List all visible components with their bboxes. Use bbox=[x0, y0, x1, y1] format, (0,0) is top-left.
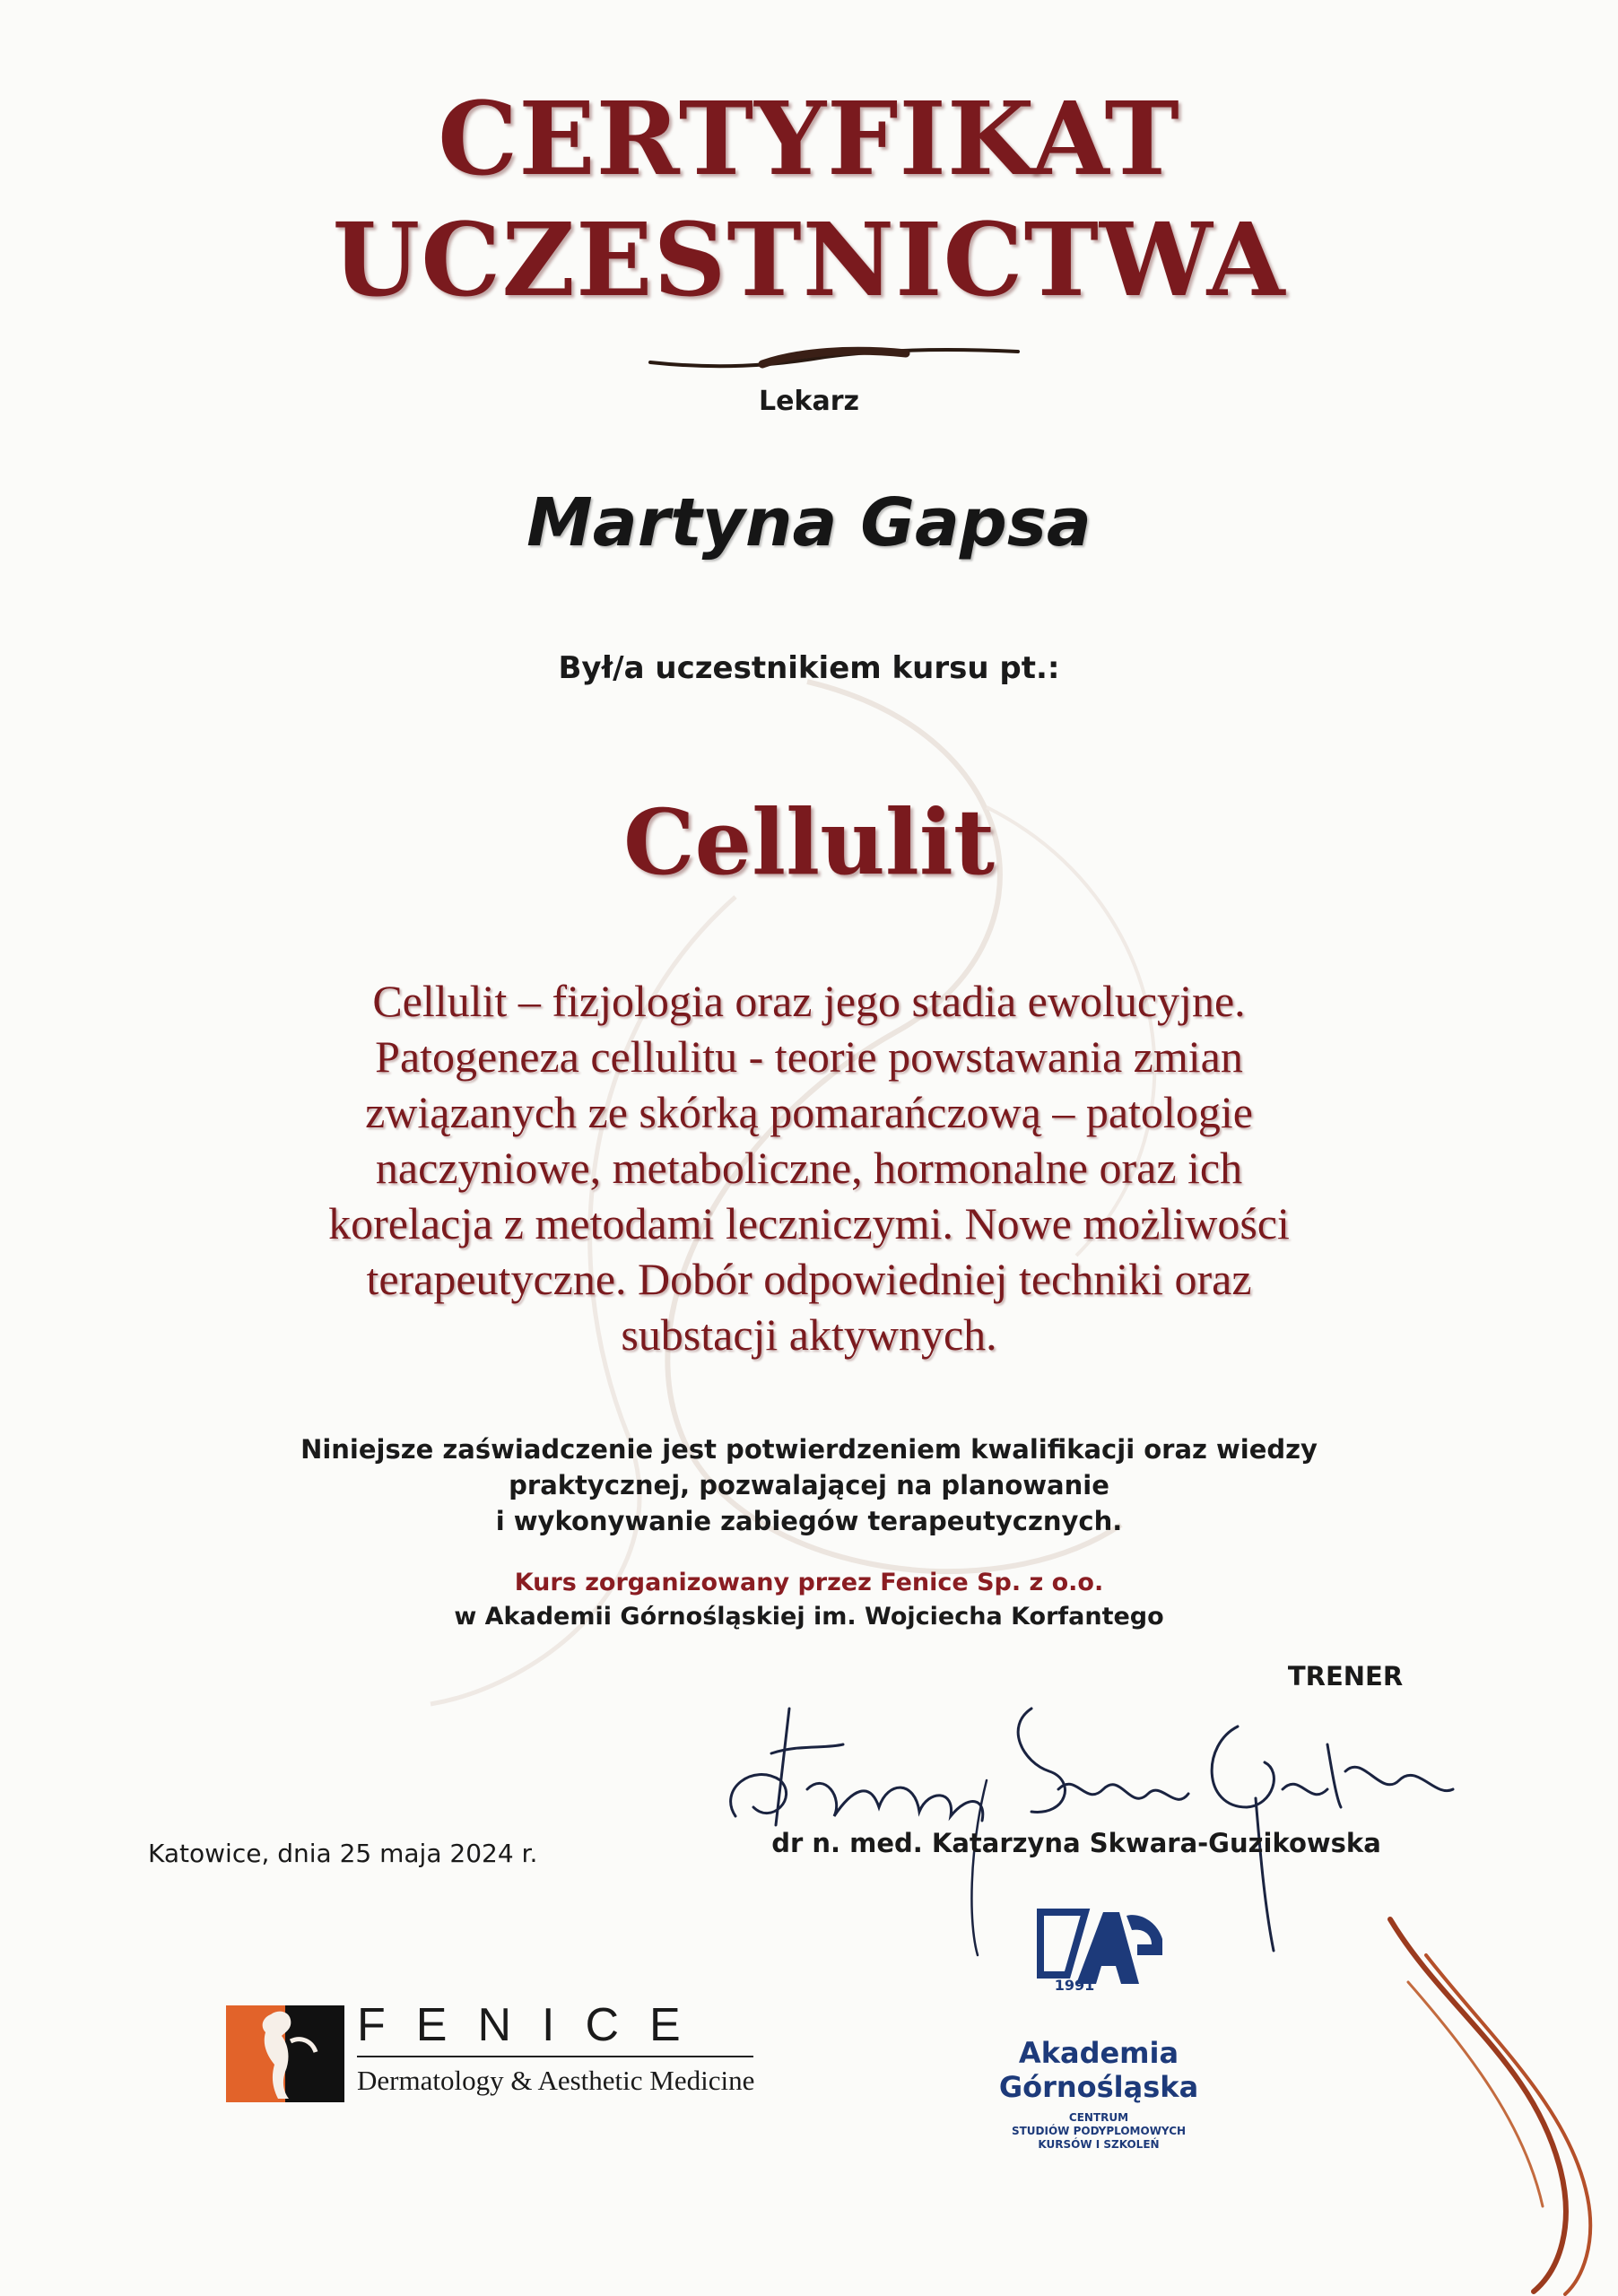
akademia-gornoslaska-year: 1991 bbox=[1054, 1977, 1095, 1994]
decorative-swirl bbox=[1372, 1901, 1618, 2296]
title-flourish bbox=[646, 339, 1022, 375]
ag-sub-line: STUDIÓW PODYPLOMOWYCH bbox=[1011, 2125, 1187, 2137]
description-line: związanych ze skórką pomarańczową – patologie bbox=[365, 1087, 1253, 1137]
ag-sub-line: CENTRUM bbox=[1068, 2111, 1129, 2124]
description-line: Patogeneza cellulitu - teorie powstawania zmian bbox=[375, 1031, 1243, 1082]
certificate-title-line2: UCZESTNICTWA bbox=[332, 202, 1286, 319]
description-line: terapeutyczne. Dobór odpowiedniej techniki oraz bbox=[366, 1254, 1252, 1304]
fenice-logo-tagline: Dermatology & Aesthetic Medicine bbox=[357, 2065, 755, 2096]
qualification-statement bbox=[251, 1431, 1367, 1539]
fenice-logo-icon bbox=[226, 2005, 344, 2102]
description-line: Cellulit – fizjologia oraz jego stadia ewolucyjne. bbox=[372, 976, 1246, 1026]
place-and-date: Katowice, dnia 25 maja 2024 r. bbox=[148, 1839, 538, 1868]
description-line: korelacja z metodami leczniczymi. Nowe możliwości bbox=[328, 1198, 1290, 1248]
course-intro: Był/a uczestnikiem kursu pt.: bbox=[558, 650, 1060, 686]
description-line: naczyniowe, metaboliczne, hormonalne oraz ich bbox=[375, 1143, 1243, 1193]
trainer-label: TRENER bbox=[1287, 1661, 1404, 1692]
certificate-title-line1: CERTYFIKAT bbox=[438, 81, 1180, 198]
fenice-logo-divider bbox=[357, 2056, 753, 2057]
akademia-gornoslaska-subtitle bbox=[969, 2111, 1229, 2152]
statement-line: praktycznej, pozwalającej na planowanie bbox=[509, 1470, 1109, 1500]
participant-role: Lekarz bbox=[759, 386, 859, 417]
course-title: Cellulit bbox=[622, 789, 996, 895]
trainer-name: dr n. med. Katarzyna Skwara-Guzikowska bbox=[771, 1828, 1381, 1858]
statement-line: i wykonywanie zabiegów terapeutycznych. bbox=[495, 1506, 1123, 1536]
fenice-logo-wordmark: FENICE bbox=[357, 1999, 711, 2051]
ag-name-line1: Akademia bbox=[1018, 2036, 1179, 2070]
ag-sub-line: KURSÓW I SZKOLEŃ bbox=[1038, 2138, 1160, 2151]
akademia-gornoslaska-name bbox=[969, 2036, 1229, 2104]
ag-name-line2: Górnośląska bbox=[998, 2070, 1199, 2104]
organizer-line1: Kurs zorganizowany przez Fenice Sp. z o.o. bbox=[514, 1569, 1104, 1596]
description-line: substacji aktywnych. bbox=[621, 1309, 997, 1360]
statement-line: Niniejsze zaświadczenie jest potwierdzeniem kwalifikacji oraz wiedzy bbox=[300, 1434, 1318, 1465]
organizer-line2: w Akademii Górnośląskiej im. Wojciecha Korfantego bbox=[454, 1603, 1164, 1631]
course-description bbox=[269, 973, 1349, 1362]
organizer-info bbox=[359, 1566, 1259, 1634]
participant-name: Martyna Gapsa bbox=[526, 484, 1092, 561]
